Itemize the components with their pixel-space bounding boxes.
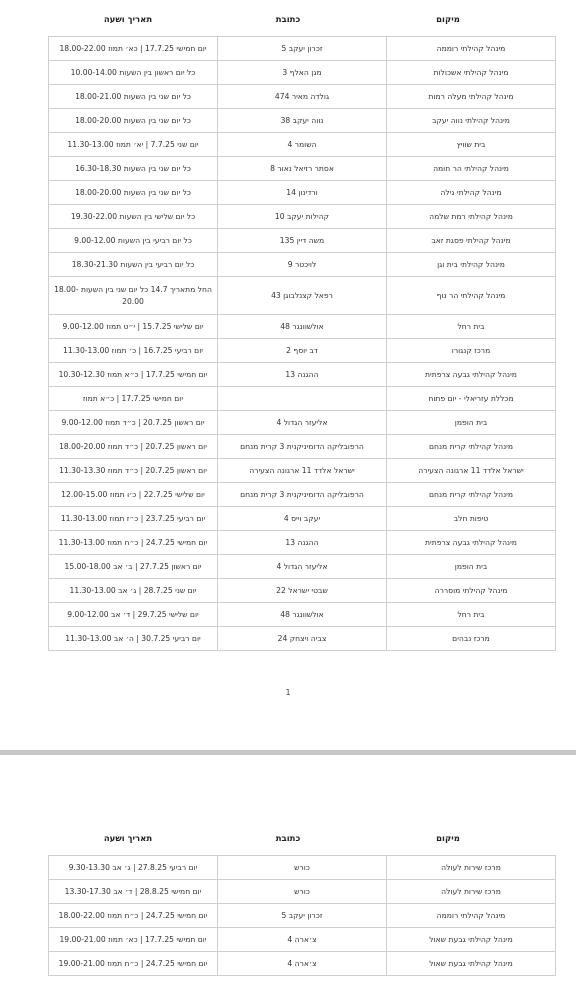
table-row xyxy=(49,880,556,904)
cell-location: מינהל קהילתי גבעת שאול xyxy=(387,928,556,952)
cell-location: מינהל קהילתי הר חומה xyxy=(387,157,556,181)
cell-location: מרכז שירות לעולה xyxy=(387,856,556,880)
cell-location: מרכז קנגורו xyxy=(387,339,556,363)
cell-datetime: יום רביעי 30.7.25 | ה׳ אב 11.30-13.00 xyxy=(49,627,218,651)
table-row xyxy=(49,205,556,229)
cell-address: הרפובליקה הדומיניקנית 3 קרית מנחם xyxy=(218,435,387,459)
cell-datetime: יום שלישי 15.7.25 | י״ט תמוז 9.00-12.00 xyxy=(49,315,218,339)
cell-datetime: יום חמישי 28.8.25 | ד׳ אב 13.30-17.30 xyxy=(49,880,218,904)
table-row xyxy=(49,483,556,507)
cell-location: מינהל קהילתי הר נוף xyxy=(387,277,556,315)
cell-address: צ׳ארה 4 xyxy=(218,928,387,952)
cell-address: קהילות יעקב 10 xyxy=(218,205,387,229)
cell-address: אולשוונגר 48 xyxy=(218,603,387,627)
cell-address: ההגנה 13 xyxy=(218,363,387,387)
cell-location: מינהל קהילתי פסגת זאב xyxy=(387,229,556,253)
cell-address: ההגנה 13 xyxy=(218,531,387,555)
table-row xyxy=(49,627,556,651)
table-row xyxy=(49,315,556,339)
cell-address: לויכטר 9 xyxy=(218,253,387,277)
cell-datetime: יום רביעי 16.7.25 | כ׳ תמוז 11.30-13.00 xyxy=(49,339,218,363)
cell-datetime: יום ראשון 20.7.25 | כ״ד תמוז 11.30-13.30 xyxy=(49,459,218,483)
table-row xyxy=(49,85,556,109)
cell-address: זכרון יעקב 5 xyxy=(218,904,387,928)
cell-address: משה דיין 135 xyxy=(218,229,387,253)
cell-location: בית שוויץ xyxy=(387,133,556,157)
cell-datetime: יום חמישי 17.7.25 | כ״א תמוז 10.30-12.30 xyxy=(49,363,218,387)
schedule-table xyxy=(48,36,556,651)
cell-datetime: כל יום שלישי בין השעות 19.30-22.00 xyxy=(49,205,218,229)
cell-address: אסתר רזיאל נאור 8 xyxy=(218,157,387,181)
cell-datetime: יום ראשון 27.7.25 | ב׳ אב 15.00-18.00 xyxy=(49,555,218,579)
table-row xyxy=(49,507,556,531)
cell-location: מינהל קהילתי בית וגן xyxy=(387,253,556,277)
table-row xyxy=(49,363,556,387)
cell-address: רפאל קצנלבוגן 43 xyxy=(218,277,387,315)
cell-address: שבטי ישראל 22 xyxy=(218,579,387,603)
cell-address: כורש xyxy=(218,856,387,880)
header-address: כתובת xyxy=(275,834,301,844)
cell-datetime: יום חמישי 24.7.25 | כ״ח תמוז 18.00-22.00 xyxy=(49,904,218,928)
cell-location: מינהל קהילתי אשכולות xyxy=(387,61,556,85)
cell-datetime: יום שלישי 29.7.25 | ד׳ אב 9.00-12.00 xyxy=(49,603,218,627)
cell-location: מינהל קהילתי גבעה צרפתית xyxy=(387,531,556,555)
cell-location: מכללת עזריאלי - יום פתוח xyxy=(387,387,556,411)
cell-datetime: יום ראשון 20.7.25 | כ״ד תמוז 18.00-20.00 xyxy=(49,435,218,459)
table-row xyxy=(49,181,556,205)
cell-address: אליעזר הגדול 4 xyxy=(218,555,387,579)
table-row xyxy=(49,459,556,483)
table-header xyxy=(48,831,528,847)
table-row xyxy=(49,531,556,555)
cell-datetime: כל יום רביעי בין השעות 18.30-21.30 xyxy=(49,253,218,277)
table-row xyxy=(49,856,556,880)
cell-location: מרכז שירות לעולה xyxy=(387,880,556,904)
cell-address: גולדה מאיר 474 xyxy=(218,85,387,109)
cell-location: מינהל קהילתי רמת שלמה xyxy=(387,205,556,229)
cell-datetime: החל מתאריך 14.7 כל יום שני בין השעות 18.00-20.00 xyxy=(49,277,218,315)
cell-datetime: יום שלישי 22.7.25 | כ׳ו תמוז 12.00-15.00 xyxy=(49,483,218,507)
cell-address: אליעזר הגדול 4 xyxy=(218,411,387,435)
document-page-2 xyxy=(0,755,576,984)
table-row xyxy=(49,579,556,603)
table-row xyxy=(49,109,556,133)
cell-datetime: יום רביעי 23.7.25 | כ״ז תמוז 11.30-13.00 xyxy=(49,507,218,531)
cell-datetime: יום רביעי 27.8.25 | ג׳ אב 9.30-13.30 xyxy=(49,856,218,880)
cell-address: נווה יעקב 38 xyxy=(218,109,387,133)
cell-location: מינהל קהילתי גבעה צרפתית xyxy=(387,363,556,387)
cell-location: מינהל קהילתי מעלה רמות xyxy=(387,85,556,109)
table-row xyxy=(49,603,556,627)
cell-datetime: כל יום שני בין השעות 18.00-21.00 xyxy=(49,85,218,109)
cell-address xyxy=(218,387,387,411)
cell-address: מגן האלף 3 xyxy=(218,61,387,85)
cell-location: מרכז נבהים xyxy=(387,627,556,651)
cell-datetime: יום חמישי 17.7.25 | כ״א תמוז xyxy=(49,387,218,411)
cell-datetime: כל יום רביעי בין השעות 9.00-12.00 xyxy=(49,229,218,253)
cell-location: מינהל קהילתי קרית מנחם xyxy=(387,483,556,507)
cell-datetime: יום שני 7.7.25 | יא׳ תמוז 11.30-13.00 xyxy=(49,133,218,157)
cell-location: מינהל קהילתי רוממה xyxy=(387,904,556,928)
header-location: מיקום xyxy=(436,15,460,25)
header-datetime: תאריך ושעה xyxy=(103,834,153,844)
cell-address: דב יוסף 2 xyxy=(218,339,387,363)
table-row xyxy=(49,133,556,157)
cell-location: בית הופמן xyxy=(387,555,556,579)
header-location: מיקום xyxy=(436,834,460,844)
header-address: כתובת xyxy=(275,15,301,25)
cell-datetime: כל יום שני בין השעות 16.30-18.30 xyxy=(49,157,218,181)
cell-address: ורדינון 14 xyxy=(218,181,387,205)
cell-location: מינהל קהילתי גילה xyxy=(387,181,556,205)
table-row xyxy=(49,555,556,579)
cell-address: ישראל אלדד 11 ארגונה הצעירה xyxy=(218,459,387,483)
table-row xyxy=(49,37,556,61)
cell-address: צביה ויצחק 24 xyxy=(218,627,387,651)
table-row xyxy=(49,904,556,928)
cell-location: מינהל קהילתי גבעת שאול xyxy=(387,952,556,976)
table-row xyxy=(49,928,556,952)
cell-datetime: יום ראשון 20.7.25 | כ״ד תמוז 9.00-12.00 xyxy=(49,411,218,435)
cell-location: ישראל אלדד 11 ארגונה הצעירה xyxy=(387,459,556,483)
cell-datetime: כל יום שני בין השעות 18.00-20.00 xyxy=(49,109,218,133)
cell-datetime: יום חמישי 24.7.25 | כ״ח תמוז 19.00-21.00 xyxy=(49,952,218,976)
cell-datetime: יום חמישי 17.7.25 | כא׳ תמוז 19.00-21.00 xyxy=(49,928,218,952)
cell-location: בית רחל xyxy=(387,315,556,339)
table-row xyxy=(49,277,556,315)
cell-datetime: כל יום ראשון בין השעות 10.00-14.00 xyxy=(49,61,218,85)
cell-location: מינהל קהילתי מוסררה xyxy=(387,579,556,603)
table-row xyxy=(49,387,556,411)
table-row xyxy=(49,61,556,85)
table-row xyxy=(49,339,556,363)
cell-location: בית רחל xyxy=(387,603,556,627)
cell-location: מינהל קהילתי נווה יעקב xyxy=(387,109,556,133)
cell-location: מינהל קהילתי רוממה xyxy=(387,37,556,61)
header-datetime: תאריך ושעה xyxy=(103,15,153,25)
cell-address: השומר 4 xyxy=(218,133,387,157)
cell-location: בית הופמן xyxy=(387,411,556,435)
cell-address: כורש xyxy=(218,880,387,904)
cell-datetime: כל יום שני בין השעות 18.00-20.00 xyxy=(49,181,218,205)
table-row xyxy=(49,229,556,253)
page-number: 1 xyxy=(285,688,291,697)
cell-address: הרפובליקה הדומיניקנית 3 קרית מנחם xyxy=(218,483,387,507)
table-row xyxy=(49,157,556,181)
table-header xyxy=(48,12,528,28)
schedule-table xyxy=(48,855,556,976)
table-row xyxy=(49,411,556,435)
cell-datetime: יום חמישי 24.7.25 | כ״ח תמוז 11.30-13.00 xyxy=(49,531,218,555)
cell-address: יעקב וייס 4 xyxy=(218,507,387,531)
table-row xyxy=(49,435,556,459)
cell-location: מינהל קהילתי קרית מנחם xyxy=(387,435,556,459)
table-row xyxy=(49,952,556,976)
cell-location: טיפות חלב xyxy=(387,507,556,531)
cell-datetime: יום שני 28.7.25 | ג׳ אב 11.30-13.00 xyxy=(49,579,218,603)
table-row xyxy=(49,253,556,277)
cell-address: אולשוונגר 48 xyxy=(218,315,387,339)
cell-address: צ׳ארה 4 xyxy=(218,952,387,976)
cell-datetime: יום חמישי 17.7.25 | כא׳ תמוז 18.00-22.00 xyxy=(49,37,218,61)
cell-address: זכרון יעקב 5 xyxy=(218,37,387,61)
